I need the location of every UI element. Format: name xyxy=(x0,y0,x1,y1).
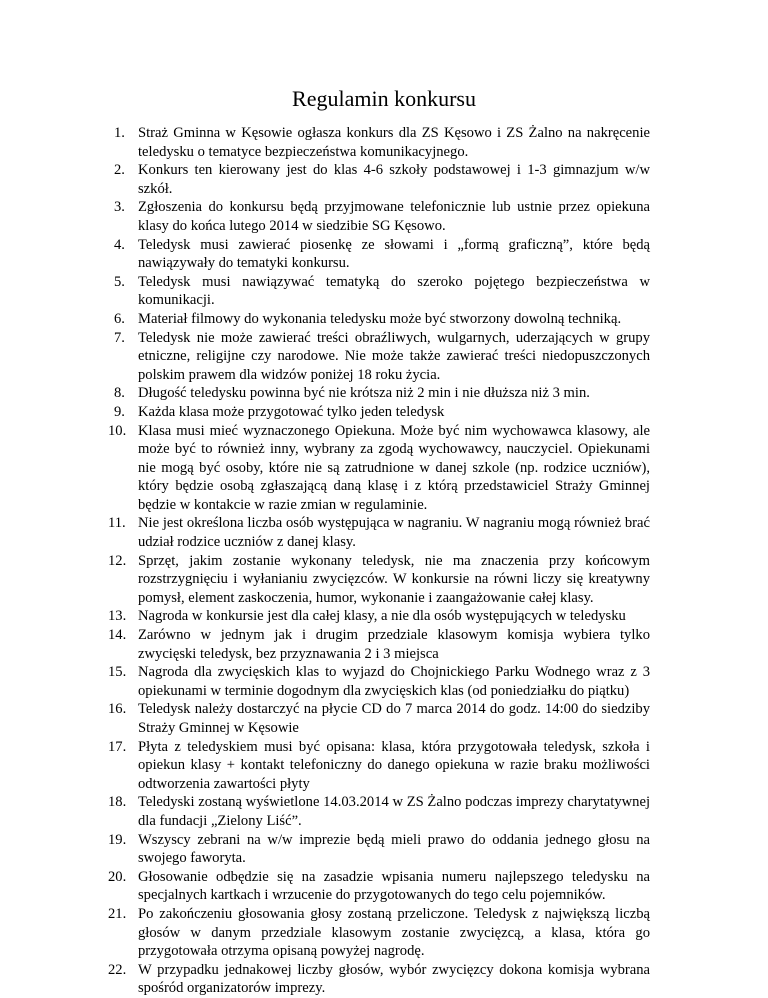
item-number: 4. xyxy=(114,236,125,253)
list-item xyxy=(114,273,650,310)
list-item xyxy=(114,403,650,422)
item-text: Zarówno w jednym jak i drugim przedziale klasowym komisja wybiera tylko zwycięski teledysk, bez przyznawania 2 i 3 miejsca xyxy=(138,627,650,662)
item-number: 21. xyxy=(108,905,127,922)
item-number: 17. xyxy=(108,738,127,755)
list-item xyxy=(108,961,650,998)
item-number: 20. xyxy=(108,868,127,885)
item-number: 18. xyxy=(108,794,127,811)
list-item xyxy=(114,198,650,235)
item-number: 2. xyxy=(114,162,125,179)
list-item xyxy=(108,868,650,905)
item-number: 15. xyxy=(108,664,127,681)
item-text: Konkurs ten kierowany jest do klas 4-6 szkoły podstawowej i 1-3 gimnazjum w/w szkół. xyxy=(138,162,650,197)
item-text: Długość teledysku powinna być nie krótsza niż 2 min i nie dłuższa niż 3 min. xyxy=(138,385,590,402)
item-text: Materiał filmowy do wykonania teledysku może być stworzony dowolną techniką. xyxy=(138,310,622,327)
list-item xyxy=(108,626,650,663)
list-item xyxy=(114,310,650,329)
list-item xyxy=(108,422,650,515)
item-text: Głosowanie odbędzie się na zasadzie wpisania numeru najlepszego teledysku na specjalnych kartkach i wrzucenie do przygotowanych do tego celu pojemników. xyxy=(138,868,650,904)
item-text: Teledysk nie może zawierać treści obraźliwych, wulgarnych, uderzających w grupy etniczne, religijne czy narodowe. Nie może także zawierać treści niedopuszczonych polskim prawem dla widzów poniżej 18 roku życia. xyxy=(138,329,650,383)
list-item xyxy=(114,384,650,403)
item-text: Płyta z teledyskiem musi być opisana: klasa, która przygotowała teledysk, szkoła i opiekun klasy + kontakt telefoniczny do danego opiekuna w razie braku możliwości odtworzenia zawartości płyty xyxy=(138,738,650,792)
list-item xyxy=(108,905,650,961)
item-text: Po zakończeniu głosowania głosy zostaną przeliczone. Teledysk z największą liczbą głosów w danym przedziale klasowym zostanie zwycięzcą, a klasa, która go przygotowała otrzyma opisaną powyżej nagrodę. xyxy=(138,905,650,960)
item-text: Sprzęt, jakim zostanie wykonany teledysk, nie ma znaczenia przy końcowym rozstrzygnięciu i wyłanianiu zwycięzców. W konkursie na równi liczy się kreatywny pomysł, element zaskoczenia, humor, wykonanie i zaangażowanie całej klasy. xyxy=(138,552,650,606)
item-number: 16. xyxy=(108,701,127,718)
list-item xyxy=(114,236,650,273)
item-number: 12. xyxy=(108,552,127,569)
item-number: 10. xyxy=(108,422,127,439)
item-number: 19. xyxy=(108,831,127,848)
item-text: Klasa musi mieć wyznaczonego Opiekuna. Może być nim wychowawca klasowy, ale może być to również inny, wybrany za zgodą wychowawcy, nauczyciel. Opiekunami nie mogą być osoby, które nie są zatrudnione w danej szkole (np. rodzice uczniów), który będzie osobą zgłaszającą daną klasę i z którą przedstawiciel Straży Gminnej będzie w kontakcie w razie zmian w regulaminie. xyxy=(138,422,650,513)
item-text: Teledysk należy dostarczyć na płycie CD do 7 marca 2014 do godz. 14:00 do siedziby Straży Gminnej w Kęsowie xyxy=(138,701,650,736)
item-text: Nagroda w konkursie jest dla całej klasy, a nie dla osób występujących w teledysku xyxy=(138,608,626,625)
item-text: W przypadku jednakowej liczby głosów, wybór zwycięzcy dokona komisja wybrana spośród organizatorów imprezy. xyxy=(138,961,650,997)
list-item xyxy=(108,793,650,830)
list-item xyxy=(108,552,650,608)
item-text: Teledysk musi nawiązywać tematyką do szeroko pojętego bezpieczeństwa w komunikacji. xyxy=(138,273,650,309)
list-item xyxy=(108,700,650,737)
list-item xyxy=(114,124,650,161)
item-text: Teledysk musi zawierać piosenkę ze słowami i „formą graficzną”, które będą nawiązywały do tematyki konkursu. xyxy=(138,236,650,272)
item-number: 7. xyxy=(114,329,125,346)
item-text: Teledyski zostaną wyświetlone 14.03.2014 w ZS Żalno podczas imprezy charytatywnej dla fundacji „Zielony Liść”. xyxy=(138,794,650,829)
item-text: Każda klasa może przygotować tylko jeden teledysk xyxy=(138,403,445,420)
item-text: Nagroda dla zwycięskich klas to wyjazd do Chojnickiego Parku Wodnego wraz z 3 opiekunami w terminie dogodnym dla zwycięskich klas (od poniedziałku do piątku) xyxy=(138,664,650,699)
list-item xyxy=(108,514,650,551)
item-text: Zgłoszenia do konkursu będą przyjmowane telefonicznie lub ustnie przez opiekuna klasy do końca lutego 2014 w siedzibie SG Kęsowo. xyxy=(138,199,650,234)
item-number: 14. xyxy=(108,627,127,644)
list-item xyxy=(108,663,650,700)
item-number: 1. xyxy=(114,125,125,141)
list-item xyxy=(114,329,650,385)
item-number: 3. xyxy=(114,199,125,216)
item-number: 6. xyxy=(114,310,125,327)
item-number: 8. xyxy=(114,385,125,402)
item-number: 11. xyxy=(108,515,126,532)
item-number: 9. xyxy=(114,403,125,420)
list-item xyxy=(108,607,650,626)
page-title: Regulamin konkursu xyxy=(292,86,476,111)
item-text: Nie jest określona liczba osób występująca w nagraniu. W nagraniu mogą również brać udział rodzice uczniów z danej klasy. xyxy=(138,515,650,551)
rules-list xyxy=(108,124,650,998)
item-number: 13. xyxy=(108,608,127,625)
item-number: 5. xyxy=(114,273,125,290)
list-item xyxy=(108,831,650,868)
list-item xyxy=(108,738,650,794)
item-number: 22. xyxy=(108,961,127,978)
list-item xyxy=(114,161,650,198)
item-text: Wszyscy zebrani na w/w imprezie będą mieli prawo do oddania jednego głosu na swojego faworyta. xyxy=(138,831,650,867)
item-text: Straż Gminna w Kęsowie ogłasza konkurs dla ZS Kęsowo i ZS Żalno na nakręcenie teledysku o tematyce bezpieczeństwa komunikacyjnego. xyxy=(138,125,650,160)
